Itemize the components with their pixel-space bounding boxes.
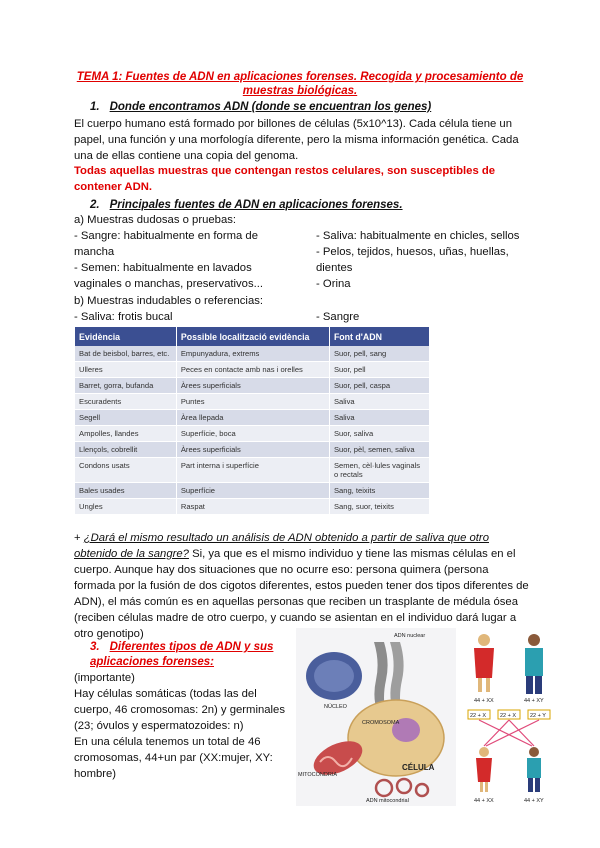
table-cell: Segell — [75, 410, 176, 426]
daughter-body-icon — [476, 758, 492, 782]
son-head-icon — [529, 747, 539, 757]
son-leg-icon — [535, 778, 540, 792]
mother-head-icon — [478, 634, 490, 646]
table-cell: Àrees superficials — [176, 442, 329, 458]
section2-heading — [90, 199, 403, 211]
table-cell: Condons usats — [75, 458, 176, 483]
table-cell: Saliva — [329, 394, 429, 410]
question-paragraph — [74, 530, 530, 642]
table-cell: Part interna i superfície — [176, 458, 329, 483]
mother-leg-icon — [486, 678, 490, 692]
section3-body — [74, 670, 289, 782]
section1-highlight: Todas aquellas muestras que contengan restos celulares, son susceptibles de contener ADN. — [74, 165, 496, 193]
son-karyotype-label: 44 + XY — [524, 798, 544, 804]
section1-paragraph: El cuerpo humano está formado por billones de células (5x10^13). Cada célula tiene un papel, una función y una morfología diferente, pero la misma información genética. Cada una de ellas contiene una copia del genoma. — [74, 118, 519, 162]
son-leg-icon — [528, 778, 533, 792]
section2-b-left: - Saliva: frotis bucal — [74, 311, 173, 323]
table-cell: Superfície, boca — [176, 426, 329, 442]
mother-body-icon — [474, 648, 494, 678]
table-cell: Raspat — [176, 499, 329, 515]
sample-item: - Sangre: habitualmente en forma de mancha — [74, 230, 258, 258]
table-cell: Ungles — [75, 499, 176, 515]
table-header-row — [75, 327, 430, 346]
mother-karyotype-label: 44 + XX — [474, 698, 494, 704]
table-cell: Escuradents — [75, 394, 176, 410]
section2-title: Principales fuentes de ADN en aplicaciones forenses. — [109, 199, 403, 211]
nucleus-inner-shape — [314, 660, 354, 692]
table-row — [75, 362, 430, 378]
daughter-leg-icon — [485, 782, 488, 792]
label-mitochondria: MITOCONDRIA — [298, 772, 338, 778]
label-mitochondrial-dna: ADN mitocondrial — [366, 798, 409, 804]
father-body-icon — [525, 648, 543, 676]
daughter-head-icon — [479, 747, 489, 757]
section2-a-right — [316, 228, 531, 292]
section2-a-label: a) Muestras dudosas o pruebas: — [74, 214, 237, 226]
daughter-leg-icon — [480, 782, 483, 792]
section1-title: Donde encontramos ADN (donde se encuentran los genes) — [109, 101, 432, 113]
gamete-label: 22 + X — [500, 713, 517, 719]
son-body-icon — [527, 758, 541, 778]
mother-leg-icon — [478, 678, 482, 692]
label-cell: CÉLULA — [402, 763, 435, 772]
section3-line: Hay células somáticas (todas las del cuerpo, 46 cromosomas: 2n) y germinales (23; óvulos y espermatozoides: n) — [74, 688, 285, 732]
table-row — [75, 378, 430, 394]
table-row — [75, 442, 430, 458]
section3-line: En una célula tenemos un total de 46 cromosomas, 44+un par (XX:mujer, XY: hombre) — [74, 736, 273, 780]
inheritance-figure — [462, 628, 556, 806]
table-cell: Suor, saliva — [329, 426, 429, 442]
label-nucleus: NÚCLEO — [324, 704, 347, 710]
table-cell: Sang, suor, teixits — [329, 499, 429, 515]
page-title: TEMA 1: Fuentes de ADN en aplicaciones forenses. Recogida y procesamiento de muestras biológicas. — [76, 71, 524, 97]
gamete-label: 22 + Y — [530, 713, 546, 719]
table-row — [75, 458, 430, 483]
table-cell: Àrea llepada — [176, 410, 329, 426]
table-cell: Àrees superficials — [176, 378, 329, 394]
gamete-label: 22 + X — [470, 713, 487, 719]
cell-dna-figure — [296, 628, 456, 806]
sample-item: - Orina — [316, 278, 351, 290]
column-header: Font d'ADN — [329, 327, 429, 346]
father-leg-icon — [526, 676, 533, 694]
table-row — [75, 483, 430, 499]
table-cell: Suor, pell, sang — [329, 346, 429, 362]
section1-heading — [90, 101, 431, 113]
daughter-karyotype-label: 44 + XX — [474, 798, 494, 804]
table-cell: Puntes — [176, 394, 329, 410]
table-cell: Semen, cèl·lules vaginals o rectals — [329, 458, 429, 483]
section3-title: Diferentes tipos de ADN y sus aplicaciones forenses: — [90, 641, 274, 668]
father-karyotype-label: 44 + XY — [524, 698, 544, 704]
table-cell: Sang, teixits — [329, 483, 429, 499]
question-answer: Si, ya que es el mismo individuo y tiene las mismas células en el cuerpo. Aunque hay dos situaciones que no ocurre eso: persona quimera (persona formada por la fusión de dos cigotos diferentes, estos pueden tener dos tipos diferentes de ADN), el más común es en aquellas personas que reciben un trasplante de médula ósea (reciben células madre de otro cuerpo, y cuando se asientan en el individuo dará lugar a otro genotipo) — [74, 548, 529, 640]
table-row — [75, 346, 430, 362]
evidence-table — [75, 327, 430, 515]
sample-item: - Pelos, tejidos, huesos, uñas, huellas, dientes — [316, 246, 509, 274]
table-cell: Suor, pell — [329, 362, 429, 378]
table-cell: Superfície — [176, 483, 329, 499]
table-cell: Bat de beisbol, barres, etc. — [75, 346, 176, 362]
table-cell: Saliva — [329, 410, 429, 426]
table-cell: Bales usades — [75, 483, 176, 499]
table-cell: Peces en contacte amb nas i orelles — [176, 362, 329, 378]
table-row — [75, 394, 430, 410]
sample-item: - Saliva: habitualmente en chicles, sellos — [316, 230, 520, 242]
section2-a-left — [74, 228, 299, 292]
section3-heading — [90, 640, 285, 670]
father-leg-icon — [535, 676, 542, 694]
section2-b-right: - Sangre — [316, 311, 360, 323]
section2-b-label: b) Muestras indudables o referencias: — [74, 295, 264, 307]
table-row — [75, 426, 430, 442]
question-text: ¿Dará el mismo resultado un análisis de ADN obtenido a partir de saliva que otro obtenido de la sangre? — [74, 532, 489, 560]
section2-number: 2. — [90, 199, 100, 211]
column-header: Possible localització evidència — [176, 327, 329, 346]
label-nuclear-dna: ADN nuclear — [394, 633, 426, 639]
section3-line: (importante) — [74, 672, 135, 684]
section3-number: 3. — [90, 641, 100, 653]
section1-number: 1. — [90, 101, 100, 113]
table-cell: Ulleres — [75, 362, 176, 378]
column-header: Evidència — [75, 327, 176, 346]
table-cell: Suor, pèl, semen, saliva — [329, 442, 429, 458]
table-cell: Empunyadura, extrems — [176, 346, 329, 362]
question-prefix: + — [74, 532, 84, 544]
sample-item: - Semen: habitualmente en lavados vaginales o manchas, preservativos... — [74, 262, 264, 290]
table-cell: Suor, pell, caspa — [329, 378, 429, 394]
table-row — [75, 410, 430, 426]
table-cell: Ampolles, llandes — [75, 426, 176, 442]
table-cell: Llençols, cobrellit — [75, 442, 176, 458]
father-head-icon — [528, 634, 540, 646]
table-row — [75, 499, 430, 515]
label-chromosome: CROMOSOMA — [362, 720, 400, 726]
table-cell: Barret, gorra, bufanda — [75, 378, 176, 394]
